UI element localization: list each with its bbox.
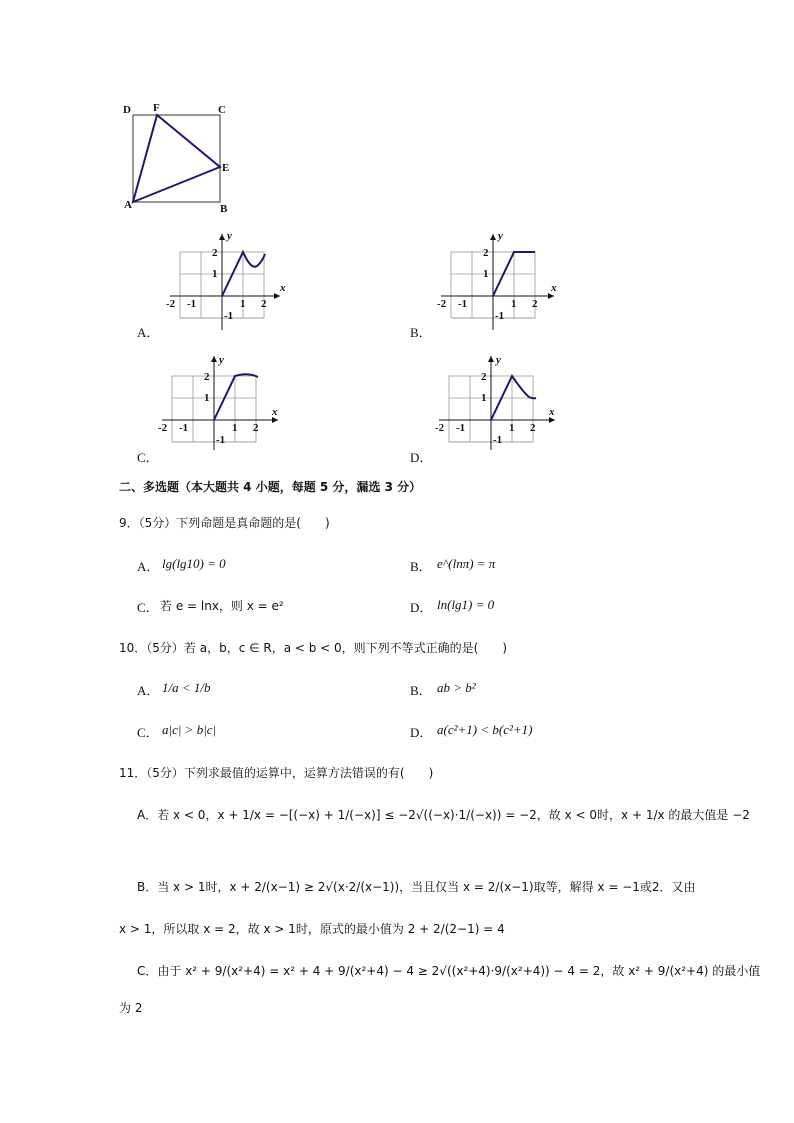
label-f: F (153, 102, 160, 114)
graph-x-tick: -1 (456, 422, 466, 434)
graph-y-tick: 2 (212, 247, 218, 259)
graph-x-tick: 1 (240, 298, 246, 310)
graph-x-tick: -2 (158, 422, 168, 434)
q9-stem: 9．（5分）下列命题是真命题的是( ) (119, 516, 330, 530)
graph-x-tick: -1 (179, 422, 189, 434)
label-e: E (222, 162, 230, 174)
graph-x-tick: -2 (437, 298, 447, 310)
q9-c-letter: C． (137, 600, 159, 615)
q10-b-letter: B． (410, 683, 432, 698)
graph-x-tick: -2 (435, 422, 445, 434)
q9-a-letter: A． (137, 559, 160, 574)
q9-d-text: ln(lg1) = 0 (437, 597, 495, 612)
graph-d-letter: D． (410, 450, 433, 465)
q11-option-a: A．若 x < 0，x + 1/x = −[(−x) + 1/(−x)] ≤ −2√((−x)·1/(−x)) = −2，故 x < 0时，x + 1/x 的最大值是 −2 (137, 808, 750, 822)
label-a: A (124, 199, 132, 211)
graph-x-tick: 1 (232, 422, 238, 434)
q10-d-letter: D． (410, 725, 433, 740)
graph-x-label: x (551, 282, 557, 294)
graph-a-letter: A． (137, 325, 160, 340)
q11-option-c-line2: 为 2 (119, 1001, 143, 1015)
graph-x-label: x (280, 282, 286, 294)
graph-x-label: x (272, 406, 278, 418)
graph-x-tick: 1 (511, 298, 517, 310)
graph-y-label: y (219, 354, 224, 366)
graph-y-tick: 1 (212, 268, 218, 280)
q9-b-text: e^(lnπ) = π (437, 556, 496, 571)
graph-y-label: y (227, 230, 232, 242)
q10-c-letter: C． (137, 725, 159, 740)
graph-y-tick: 1 (483, 268, 489, 280)
label-d: D (123, 104, 131, 116)
graph-y-tick: -1 (493, 434, 503, 446)
label-b: B (220, 203, 228, 215)
section-heading: 二、多选题（本大题共 4 小题，每题 5 分，漏选 3 分） (119, 480, 422, 494)
graph-x-label: x (549, 406, 555, 418)
q11-stem: 11．（5分）下列求最值的运算中，运算方法错误的有( ) (119, 766, 434, 780)
q10-d-text: a(c²+1) < b(c²+1) (437, 722, 533, 737)
q9-b-letter: B． (410, 559, 432, 574)
graph-x-tick: -1 (458, 298, 468, 310)
graph-y-label: y (496, 354, 501, 366)
q9-c-text: 若 e = lnx，则 x = e² (160, 599, 284, 613)
graph-x-tick: 2 (530, 422, 536, 434)
q10-b-text: ab > b² (437, 680, 476, 695)
graph-y-tick: 2 (204, 371, 210, 383)
graph-x-tick: 2 (261, 298, 267, 310)
q10-stem: 10．（5分）若 a，b，c ∈ R，a < b < 0，则下列不等式正确的是( ) (119, 641, 508, 655)
graph-y-tick: 2 (483, 247, 489, 259)
q10-c-text: a|c| > b|c| (162, 722, 217, 737)
q9-d-letter: D． (410, 600, 433, 615)
graph-c-letter: C． (137, 450, 159, 465)
graph-y-tick: -1 (495, 310, 505, 322)
graph-y-tick: -1 (224, 310, 234, 322)
label-c: C (218, 104, 226, 116)
graph-x-tick: -2 (166, 298, 176, 310)
q9-a-text: lg(lg10) = 0 (162, 556, 226, 571)
q11-option-c-line1: C．由于 x² + 9/(x²+4) = x² + 4 + 9/(x²+4) − 4 ≥ 2√((x²+4)·9/(x²+4)) − 4 = 2，故 x² + 9/(x²+4) 的最小值 (137, 964, 761, 978)
q10-a-text: 1/a < 1/b (162, 680, 211, 695)
graph-x-tick: 1 (509, 422, 515, 434)
graph-x-tick: 2 (532, 298, 538, 310)
graph-y-tick: 1 (204, 392, 210, 404)
q10-a-letter: A． (137, 683, 160, 698)
graph-y-tick: 2 (481, 371, 487, 383)
q11-option-b-line2: x > 1，所以取 x = 2，故 x > 1时，原式的最小值为 2 + 2/(2−1) = 4 (119, 922, 505, 936)
graph-y-tick: -1 (216, 434, 226, 446)
graph-b-letter: B． (410, 325, 432, 340)
q11-option-b-line1: B．当 x > 1时，x + 2/(x−1) ≥ 2√(x·2/(x−1))，当且仅当 x = 2/(x−1)取等，解得 x = −1或2．又由 (137, 880, 696, 894)
graph-x-tick: 2 (253, 422, 259, 434)
graph-y-tick: 1 (481, 392, 487, 404)
graph-y-label: y (498, 230, 503, 242)
graph-x-tick: -1 (187, 298, 197, 310)
